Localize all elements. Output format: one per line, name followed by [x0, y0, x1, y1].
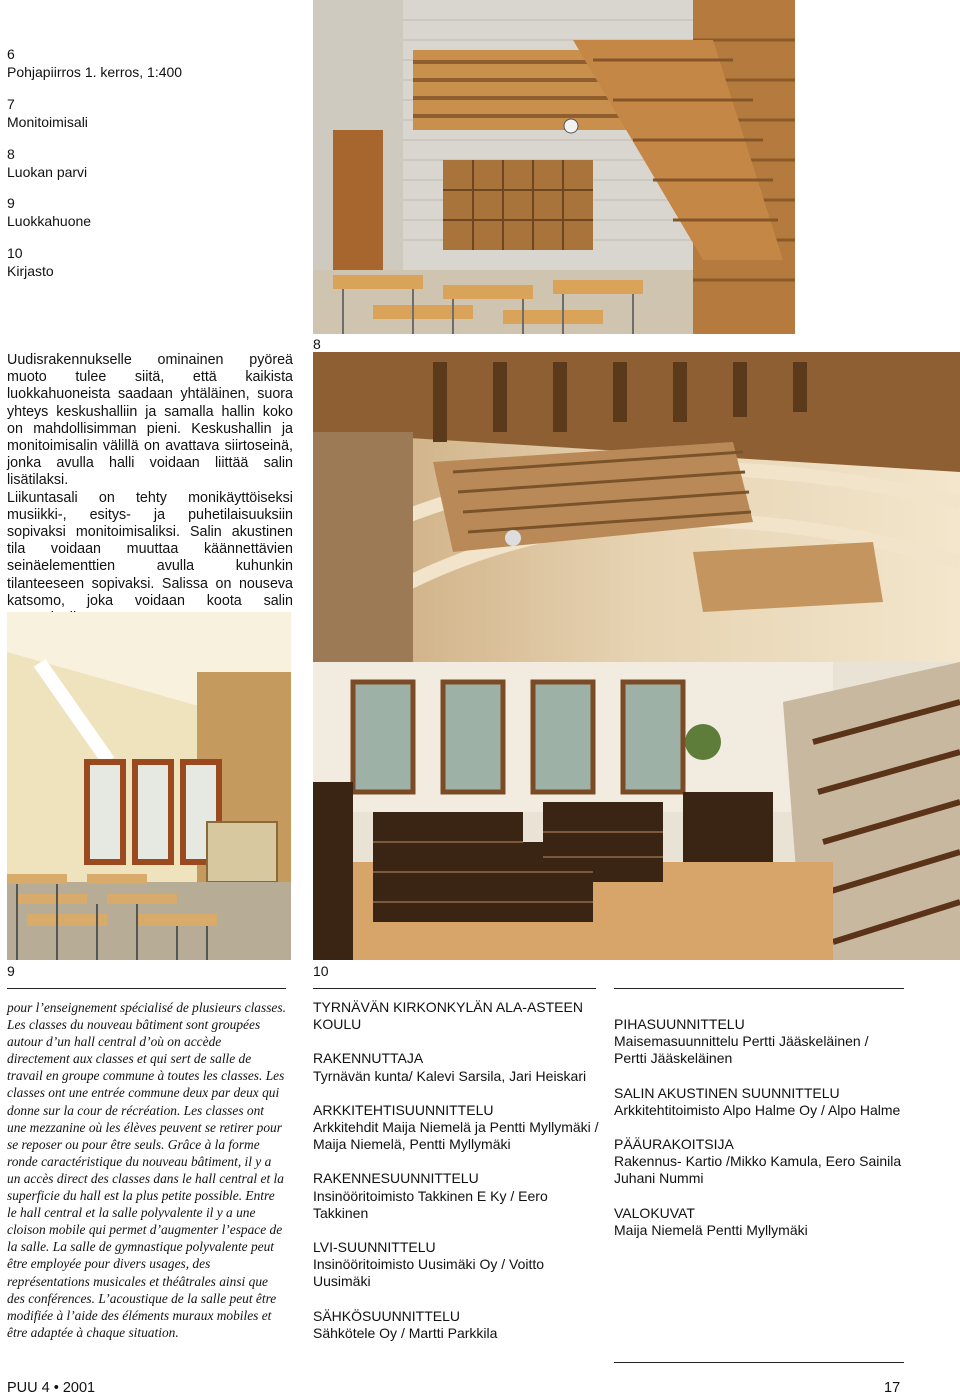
photo-classroom — [7, 612, 291, 960]
credit-block-hvac — [313, 1239, 603, 1291]
caption-9: 9 Luokkahuone — [7, 195, 92, 229]
figure-label-10: 10 — [313, 963, 329, 979]
caption-10: 10 Kirjasto — [7, 245, 54, 279]
photo-multipurpose-hall — [313, 352, 960, 662]
figure-label-9: 9 — [7, 963, 15, 979]
credit-block-client — [313, 1050, 603, 1084]
credit-block-photos — [614, 1205, 904, 1239]
photo-library — [313, 662, 960, 960]
credits-column-2 — [614, 1016, 904, 1256]
caption-8: 8 Luokan parvi — [7, 146, 88, 180]
french-summary-text: pour l’enseignement spécialisé de plusieurs classes. Les classes du nouveau bâtiment sont groupées autour d’un hall central d’où on accède directement aux classes et qui sert de salle de travail en groupe commune à toutes les classes. Les classes ont une entrée commune deux par deux qui donne sur la cour de récréation. Les classes ont une mezzanine où les élèves peuvent se retirer pour se reposer ou pour être seuls. Grâce à la forme ronde caractéristique du nouveau bâtiment, il y a un accès direct des classes dans le hall central et la superficie du hall est la plus petite possible. Entre le hall central et la salle polyvalente il y a une cloison mobile qui permet d’augmenter l’espace de la salle. La salle de gymnastique polyvalente peut être employée pour divers usages, des représentations musicales et théâtrales ainsi que des conférences. L’acoustique de la salle peut être modifiée à l’aide des éléments muraux mobiles et être adaptée à chaque situation. — [7, 1000, 286, 1340]
credit-block-landscape — [614, 1016, 904, 1068]
figure-label-8: 8 — [313, 336, 321, 352]
credit-block-acoustics — [614, 1085, 904, 1119]
credit-heading: PÄÄURAKOITSIJA — [614, 1136, 734, 1153]
credit-text: Arkkitehtitoimisto Alpo Halme Oy / Alpo Halme — [614, 1101, 901, 1118]
credit-text: Insinööritoimisto Takkinen E Ky / Eero Takkinen — [313, 1187, 548, 1221]
credit-heading: LVI-SUUNNITTELU — [313, 1239, 436, 1256]
credit-text: Maisemasuunnittelu Pertti Jääskeläinen / Pertti Jääskeläinen — [614, 1033, 869, 1067]
credit-text: Arkkitehdit Maija Niemelä ja Pentti Myllymäki / Maija Niemelä, Pentti Myllymäki — [313, 1119, 599, 1153]
footer-publication: PUU 4 • 2001 — [7, 1380, 96, 1396]
divider-right — [614, 988, 904, 989]
credits-column-1 — [313, 999, 603, 1359]
credit-heading: VALOKUVAT — [614, 1204, 695, 1221]
divider-middle — [313, 988, 596, 989]
divider-bottom-right — [614, 1362, 904, 1363]
caption-6: 6 Pohjapiirros 1. kerros, 1:400 — [7, 46, 183, 80]
credit-block-electrical — [313, 1308, 603, 1342]
photo-classroom-loft — [313, 0, 795, 334]
credit-block-architecture — [313, 1102, 603, 1154]
footer-page-number: 17 — [884, 1380, 901, 1396]
credit-heading: RAKENNUTTAJA — [313, 1050, 424, 1067]
credit-heading: ARKKITEHTISUUNNITTELU — [313, 1101, 494, 1118]
credit-text: Insinööritoimisto Uusimäki Oy / Voitto Uusimäki — [313, 1256, 545, 1290]
fi-paragraph-2: Liikuntasali on tehty monikäyttöiseksi musiikki-, esitys- ja puhetilaisuuksiin sopivaksi monitoimisaliksi. Salin akustinen tila voidaan muuttaa käännettävien seinäelementtien avulla kuhunkin tilanteeseen sopivaksi. Salissa on nouseva katsomo, joka voidaan koota salin — [7, 489, 293, 609]
credit-block-structural — [313, 1170, 603, 1222]
credit-block-contractor — [614, 1136, 904, 1188]
credit-heading: SALIN AKUSTINEN SUUNNITTELU — [614, 1084, 840, 1101]
credit-text: Maija Niemelä Pentti Myllymäki — [614, 1221, 808, 1238]
credit-heading: RAKENNESUUNNITTELU — [313, 1170, 479, 1187]
credit-block-school — [313, 999, 603, 1033]
credit-heading: TYRNÄVÄN KIRKONKYLÄN ALA-ASTEEN KOULU — [313, 999, 583, 1033]
finnish-body-text — [7, 352, 293, 627]
credit-heading: PIHASUUNNITTELU — [614, 1016, 745, 1032]
credit-text: Tyrnävän kunta/ Kalevi Sarsila, Jari Heiskari — [313, 1067, 587, 1084]
credit-heading: SÄHKÖSUUNNITTELU — [313, 1307, 461, 1324]
credit-text: Sähkötele Oy / Martti Parkkila — [313, 1324, 498, 1341]
divider-left — [7, 988, 286, 989]
fi-paragraph-1: Uudisrakennukselle ominainen pyöreä muoto tulee siitä, että kaikista luokkahuoneista saadaan yhtäläinen, suora yhteys keskushalliin ja samalla hallin koko on mahdollisimman pieni. Keskushallin ja monitoimisalin välillä on avattava siirtoseinä, jonka avulla halli voidaan liittää salin lisätilaksi. — [7, 352, 293, 489]
credit-text: Rakennus- Kartio /Mikko Kamula, Eero Sainila Juhani Nummi — [614, 1153, 902, 1187]
caption-7: 7 Monitoimisali — [7, 96, 88, 130]
